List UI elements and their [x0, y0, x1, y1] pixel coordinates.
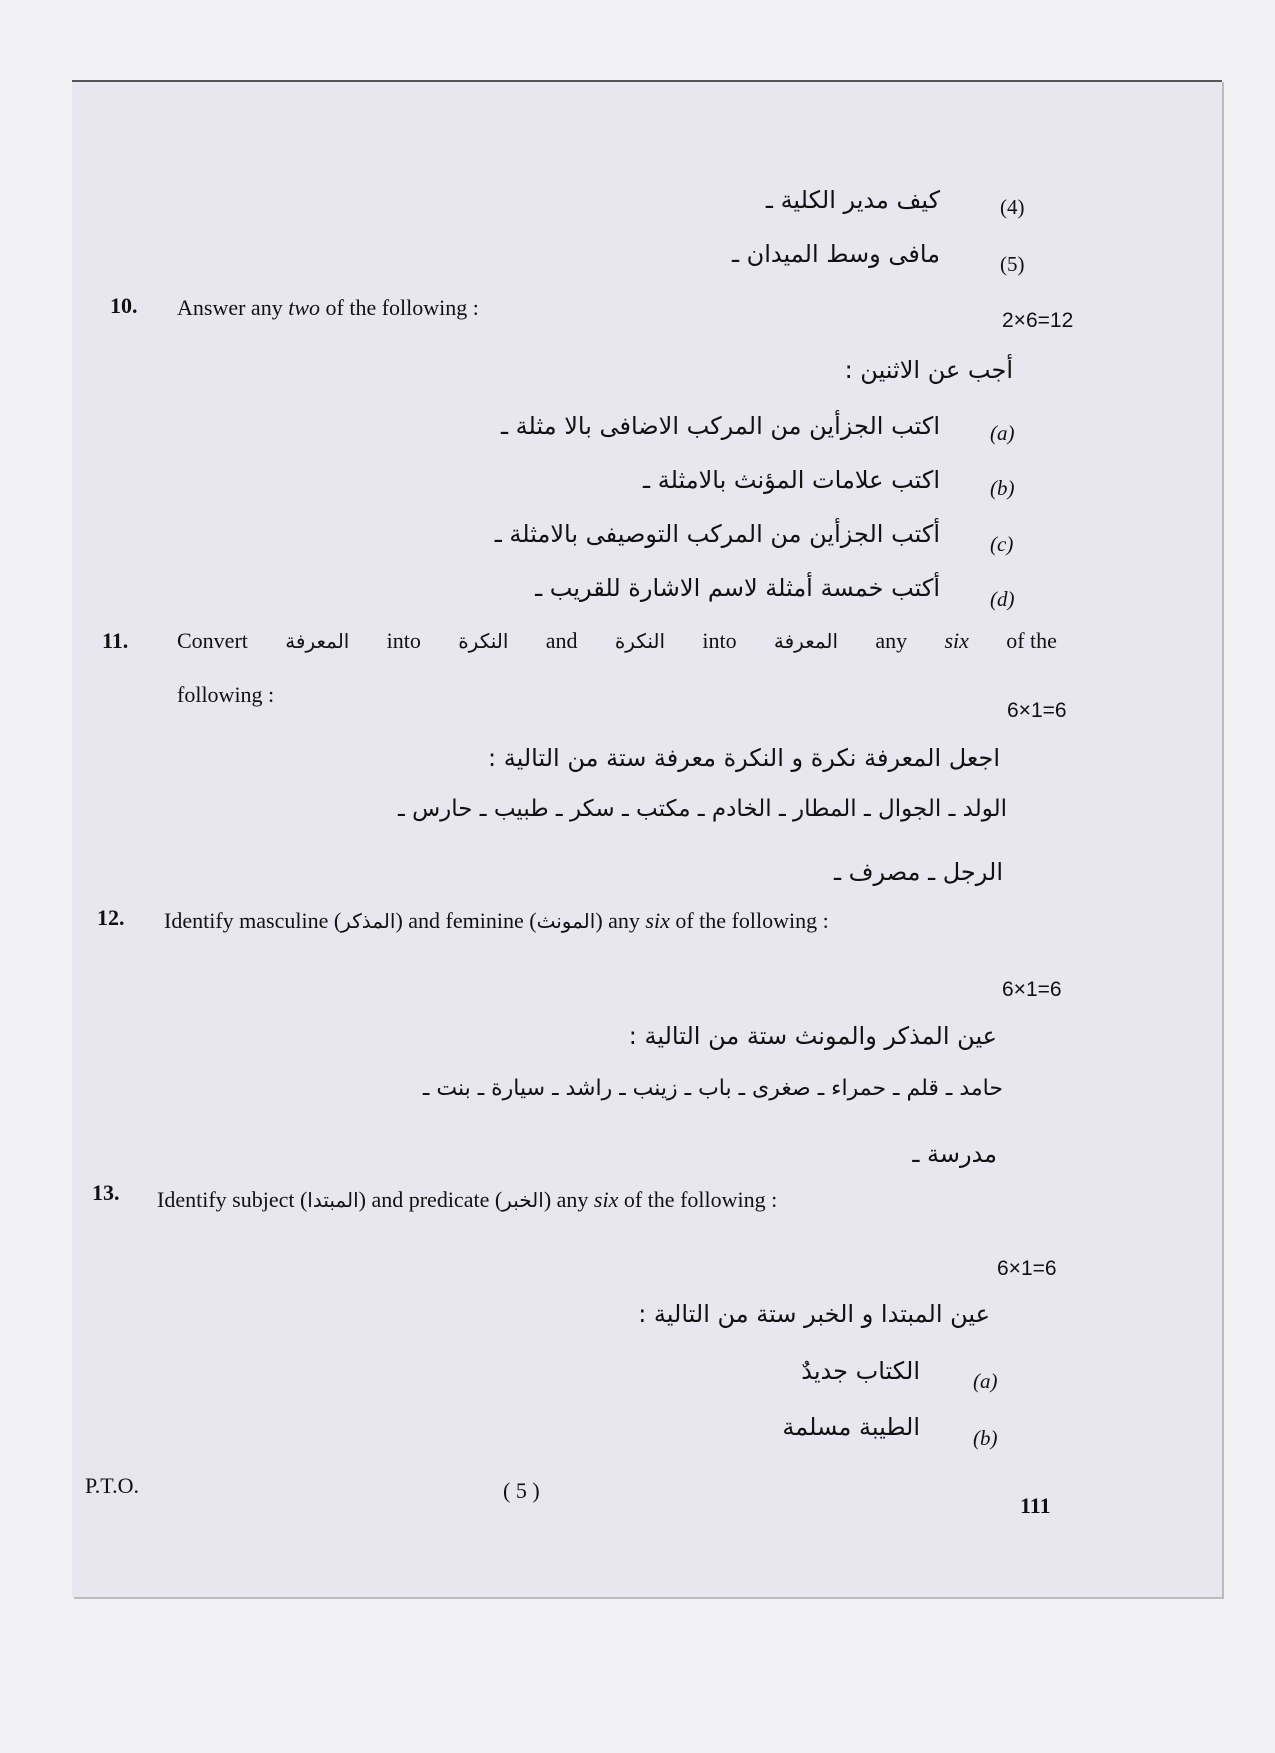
- prompt-text: Identify masculine (: [164, 908, 342, 933]
- prompt-word: and: [545, 628, 578, 653]
- arabic-term: الخبر: [502, 1188, 544, 1212]
- q10-item-c-label: (c): [990, 532, 1014, 556]
- prompt-text: of the following :: [320, 295, 479, 320]
- question-13-prompt: [157, 1187, 777, 1213]
- prompt-word: into: [702, 628, 737, 653]
- q13-item-b-label: (b): [973, 1426, 998, 1450]
- question-12-prompt: [164, 908, 829, 934]
- question-12-arabic-instruction: عين المذكر والمونث ستة من التالية :: [628, 1022, 997, 1050]
- question-13-number: 13.: [92, 1180, 120, 1205]
- question-11-words-line1: الولد ـ الجوال ـ المطار ـ الخادم ـ مكتب ـ سكر ـ طبيب ـ حارس ـ: [398, 796, 1007, 822]
- paper-code: 111: [1020, 1493, 1051, 1518]
- prompt-word: of the: [1006, 628, 1057, 653]
- prompt-emphasis: six: [944, 628, 969, 653]
- question-13-arabic-instruction: عين المبتدا و الخبر ستة من التالية :: [638, 1300, 990, 1328]
- question-11-marks: 6×1=6: [1007, 699, 1067, 722]
- item-4-label: (4): [1000, 195, 1025, 219]
- question-10-marks: 2×6=12: [1002, 309, 1074, 332]
- prompt-text: Answer any: [177, 295, 289, 320]
- arabic-term: المبتدا: [307, 1188, 359, 1212]
- prompt-text: ) any: [595, 908, 646, 933]
- q10-item-b-text: اكتب علامات المؤنث بالامثلة ـ: [643, 466, 940, 494]
- q10-item-d-label: (d): [990, 587, 1015, 611]
- q13-item-b-text: الطيبة مسلمة: [782, 1413, 920, 1441]
- question-12-words-line1: حامد ـ قلم ـ حمراء ـ صغرى ـ باب ـ زينب ـ راشد ـ سيارة ـ بنت ـ: [422, 1076, 1003, 1101]
- prompt-text: of the following :: [618, 1187, 778, 1212]
- prompt-word: any: [875, 628, 908, 653]
- question-12-words-line2: مدرسة ـ: [912, 1140, 997, 1168]
- question-13-marks: 6×1=6: [997, 1257, 1057, 1280]
- question-10-number: 10.: [110, 293, 138, 318]
- question-11-number: 11.: [102, 628, 129, 653]
- prompt-emphasis: two: [288, 295, 320, 320]
- question-11-words-line2: الرجل ـ مصرف ـ: [834, 858, 1003, 886]
- question-11-prompt: [177, 628, 1057, 654]
- prompt-emphasis: six: [593, 1187, 619, 1212]
- question-11-arabic-instruction: اجعل المعرفة نكرة و النكرة معرفة ستة من التالية :: [488, 744, 1000, 772]
- arabic-term: المعرفة: [773, 629, 839, 653]
- q10-item-b-label: (b): [990, 476, 1015, 500]
- question-12-number: 12.: [97, 905, 125, 930]
- q13-item-a-label: (a): [973, 1369, 998, 1393]
- prompt-text: ) and feminine (: [395, 908, 537, 933]
- page-number: ( 5 ): [503, 1478, 540, 1503]
- prompt-text: ) any: [543, 1187, 594, 1212]
- question-11-prompt-line2: following :: [177, 682, 275, 707]
- question-10-prompt: [177, 295, 479, 321]
- arabic-term: المذكر: [341, 909, 396, 933]
- q10-item-a-label: (a): [990, 421, 1015, 445]
- item-5-text: مافى وسط الميدان ـ: [731, 240, 940, 268]
- q13-item-a-text: الكتاب جديدٌ: [801, 1357, 920, 1385]
- item-5-label: (5): [1000, 252, 1025, 276]
- question-12-marks: 6×1=6: [1002, 978, 1062, 1001]
- prompt-word: into: [386, 628, 421, 653]
- prompt-emphasis: six: [645, 908, 670, 933]
- prompt-text: of the following :: [669, 908, 829, 933]
- arabic-term: النكرة: [458, 629, 509, 653]
- arabic-term: المونث: [536, 909, 596, 933]
- question-10-arabic-instruction: أجب عن الاثنين :: [844, 356, 1013, 384]
- pto-label: P.T.O.: [85, 1473, 139, 1498]
- q10-item-d-text: أكتب خمسة أمثلة لاسم الاشارة للقريب ـ: [535, 574, 940, 602]
- prompt-text: Identify subject (: [157, 1187, 308, 1212]
- q10-item-a-text: اكتب الجزأين من المركب الاضافى بالا مثلة ـ: [501, 412, 940, 440]
- arabic-term: النكرة: [614, 629, 666, 653]
- q10-item-c-text: أكتب الجزأين من المركب التوصيفى بالامثلة ـ: [494, 520, 940, 548]
- arabic-term: المعرفة: [285, 629, 350, 653]
- item-4-text: كيف مدير الكلية ـ: [765, 186, 940, 214]
- prompt-word: Convert: [177, 628, 248, 653]
- prompt-text: ) and predicate (: [358, 1187, 503, 1212]
